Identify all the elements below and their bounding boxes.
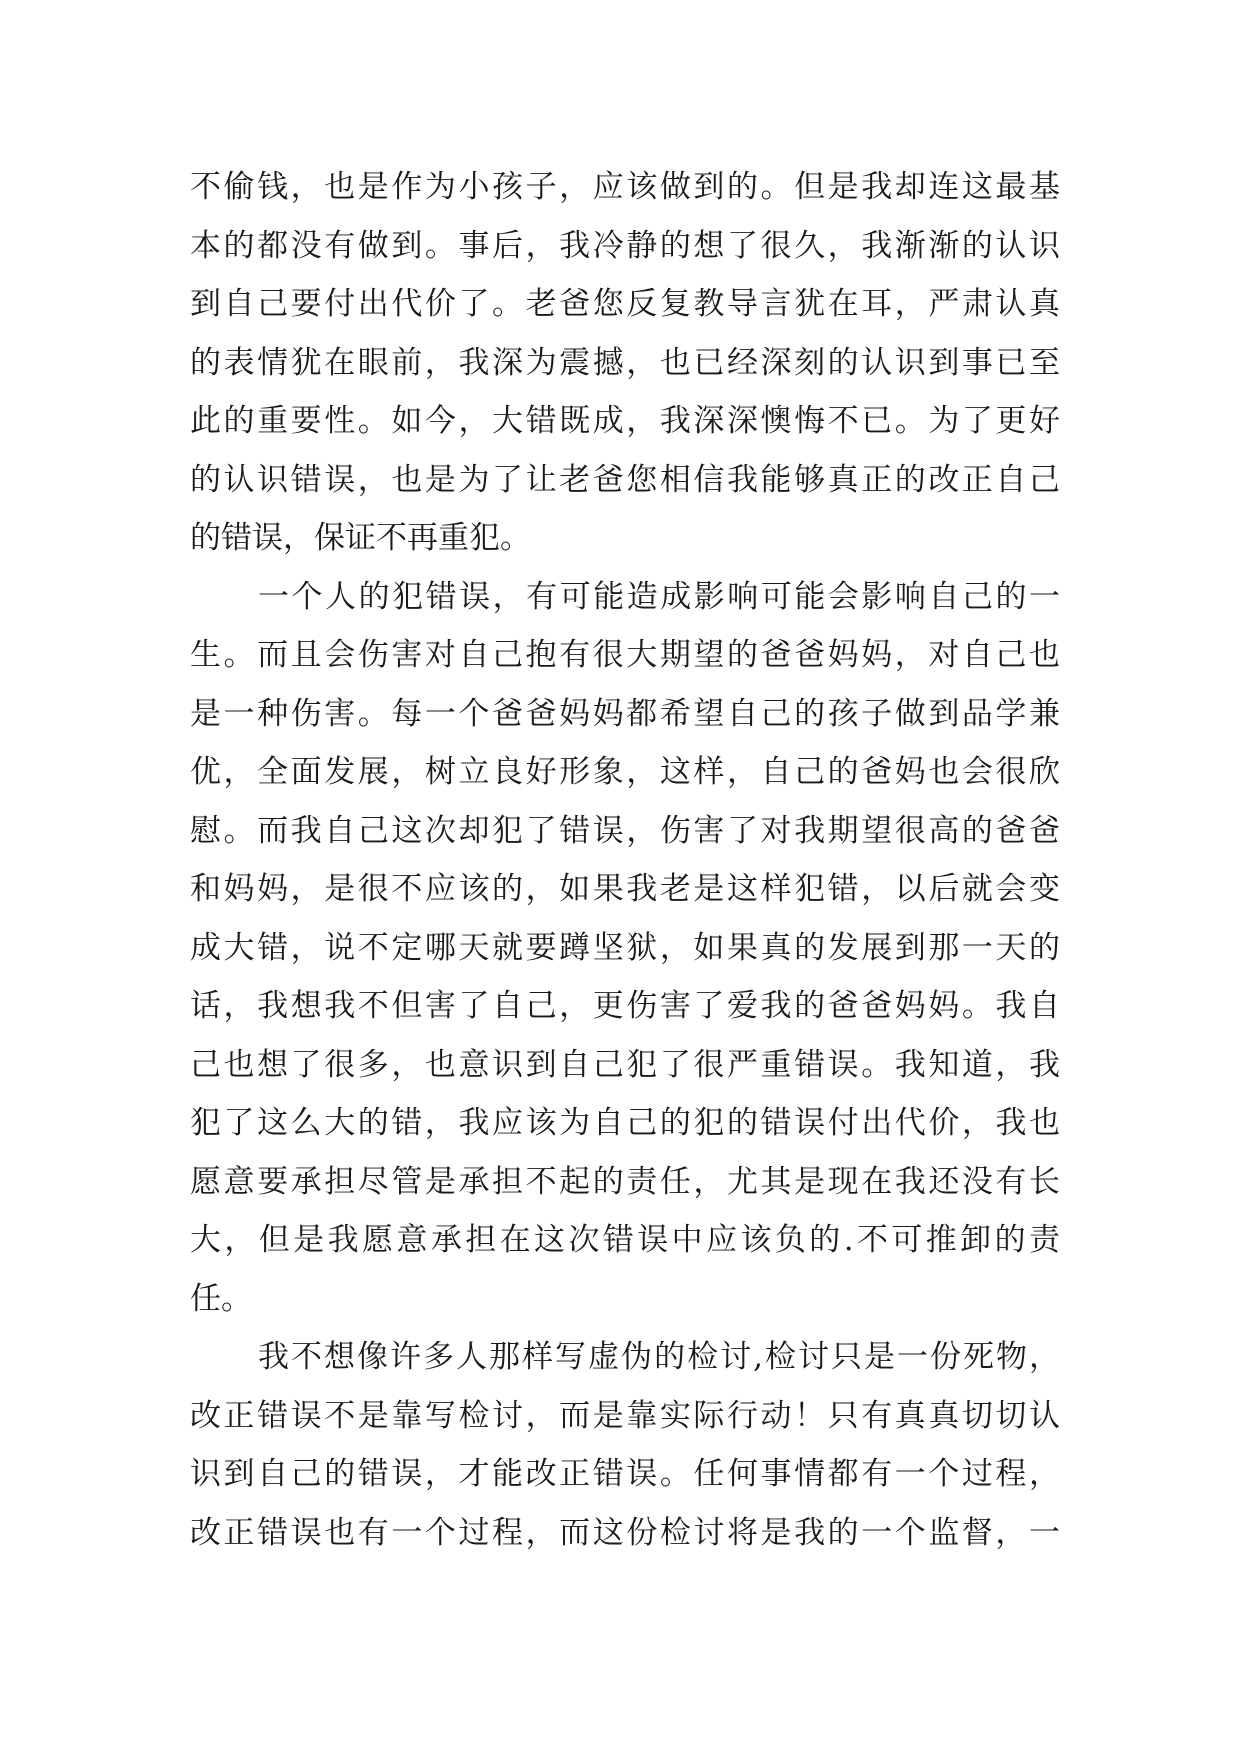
text-line: 己也想了很多，也意识到自己犯了很严重错误。我知道，我 — [190, 1046, 1060, 1083]
text-line: 愿意要承担尽管是承担不起的责任，尤其是现在我还没有长 — [190, 1163, 1060, 1200]
text-line: 改正错误也有一个过程，而这份检讨将是我的一个监督，一 — [190, 1514, 1060, 1551]
text-line: 的错误，保证不再重犯。 — [190, 520, 531, 556]
text-line: 话，我想我不但害了自己，更伤害了爱我的爸爸妈妈。我自 — [190, 988, 1060, 1024]
text-line: 改正错误不是靠写检讨，而是靠实际行动！只有真真切切认 — [190, 1397, 1060, 1434]
text-line: 本的都没有做到。事后，我冷静的想了很久，我渐渐的认识 — [190, 227, 1060, 264]
text-line: 是一种伤害。每一个爸爸妈妈都希望自己的孩子做到品学兼 — [190, 695, 1060, 732]
paragraph-first-line: 我不想像许多人那样写虚伪的检讨,检讨只是一份死物， — [258, 1339, 1060, 1375]
text-line: 优，全面发展，树立良好形象，这样，自己的爸妈也会很欣 — [190, 754, 1060, 790]
text-line: 的表情犹在眼前，我深为震撼，也已经深刻的认识到事已至 — [190, 344, 1060, 381]
text-line: 任。 — [190, 1280, 252, 1317]
text-line: 的认识错误，也是为了让老爸您相信我能够真正的改正自己 — [190, 461, 1060, 498]
paragraph-first-line: 一个人的犯错误，有可能造成影响可能会影响自己的一 — [258, 578, 1060, 615]
text-line: 识到自己的错误，才能改正错误。任何事情都有一个过程， — [190, 1456, 1060, 1492]
text-line: 此的重要性。如今，大错既成，我深深懊悔不已。为了更好 — [190, 403, 1060, 439]
text-line: 成大错，说不定哪天就要蹲坚狱，如果真的发展到那一天的 — [190, 929, 1060, 966]
text-line: 慰。而我自己这次却犯了错误，伤害了对我期望很高的爸爸 — [190, 812, 1060, 849]
text-line: 犯了这么大的错，我应该为自己的犯的错误付出代价，我也 — [190, 1105, 1060, 1141]
text-line: 大，但是我愿意承担在这次错误中应该负的.不可推卸的责 — [190, 1222, 1060, 1258]
text-line: 到自己要付出代价了。老爸您反复教导言犹在耳，严肃认真 — [190, 286, 1060, 322]
document-body — [190, 158, 1060, 1562]
text-line: 不偷钱，也是作为小孩子，应该做到的。但是我却连这最基 — [190, 169, 1060, 205]
text-line: 和妈妈，是很不应该的，如果我老是这样犯错，以后就会变 — [190, 871, 1060, 907]
text-line: 生。而且会伤害对自己抱有很大期望的爸爸妈妈，对自己也 — [190, 637, 1060, 673]
